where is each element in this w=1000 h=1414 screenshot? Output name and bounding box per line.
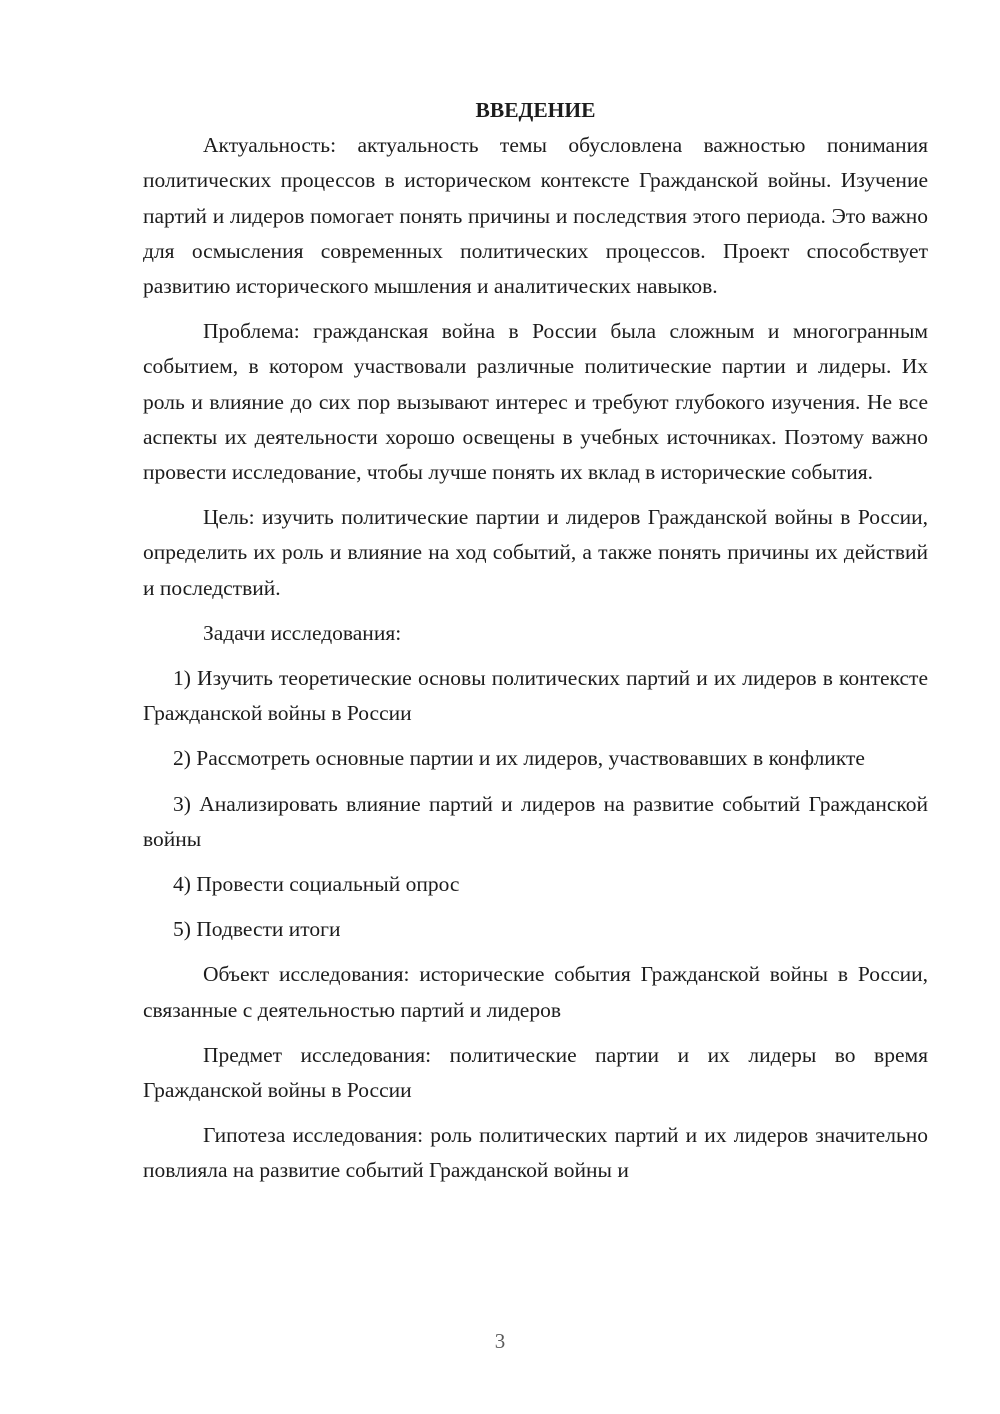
paragraph-subject: Предмет исследования: политические партии и их лидеры во время Гражданской войны в России [143, 1042, 928, 1103]
paragraph-problem: Проблема: гражданская война в России была сложным и многогранным событием, в котором участвовали различные политические партии и лидеры. Их роль и влияние до сих пор вызывают интерес и требуют глубокого изучения. Не все аспекты их деятельности хорошо освещены в учебных источниках. Поэтому важно провести исследование, чтобы лучше понять их вклад в исторические события. [143, 319, 928, 485]
task-item-3: 3) Анализировать влияние партий и лидеров на развитие событий Гражданской войны [143, 791, 928, 851]
page-number: 3 [494, 1329, 506, 1353]
paragraph-hypothesis: Гипотеза исследования: роль политических партий и их лидеров значительно повлияла на развитие событий Гражданской войны и [143, 1123, 928, 1183]
paragraph-goal: Цель: изучить политические партии и лидеров Гражданской войны в России, определить их роль и влияние на ход событий, а также понять причины их действий и последствий. [143, 505, 928, 600]
tasks-heading: Задачи исследования: [203, 620, 402, 645]
paragraph-object: Объект исследования: исторические события Гражданской войны в России, связанные с деятельностью партий и лидеров [143, 962, 928, 1022]
task-item-5: 5) Подвести итоги [173, 917, 341, 942]
paragraph-relevance: Актуальность: актуальность темы обусловлена важностью понимания политических процессов в историческом контексте Гражданской войны. Изучение партий и лидеров помогает понять причины и последствия этого периода. Это важно для осмысления современных политических процессов. Проект способствует развитию исторического мышления и аналитических навыков. [143, 133, 928, 299]
section-title: ВВЕДЕНИЕ [475, 98, 596, 122]
task-item-2: 2) Рассмотреть основные партии и их лидеров, участвовавших в конфликте [173, 746, 865, 771]
task-item-4: 4) Провести социальный опрос [173, 872, 460, 897]
page-content [143, 93, 928, 1199]
task-item-1: 1) Изучить теоретические основы политических партий и их лидеров в контексте Гражданской войны в России [143, 666, 928, 726]
